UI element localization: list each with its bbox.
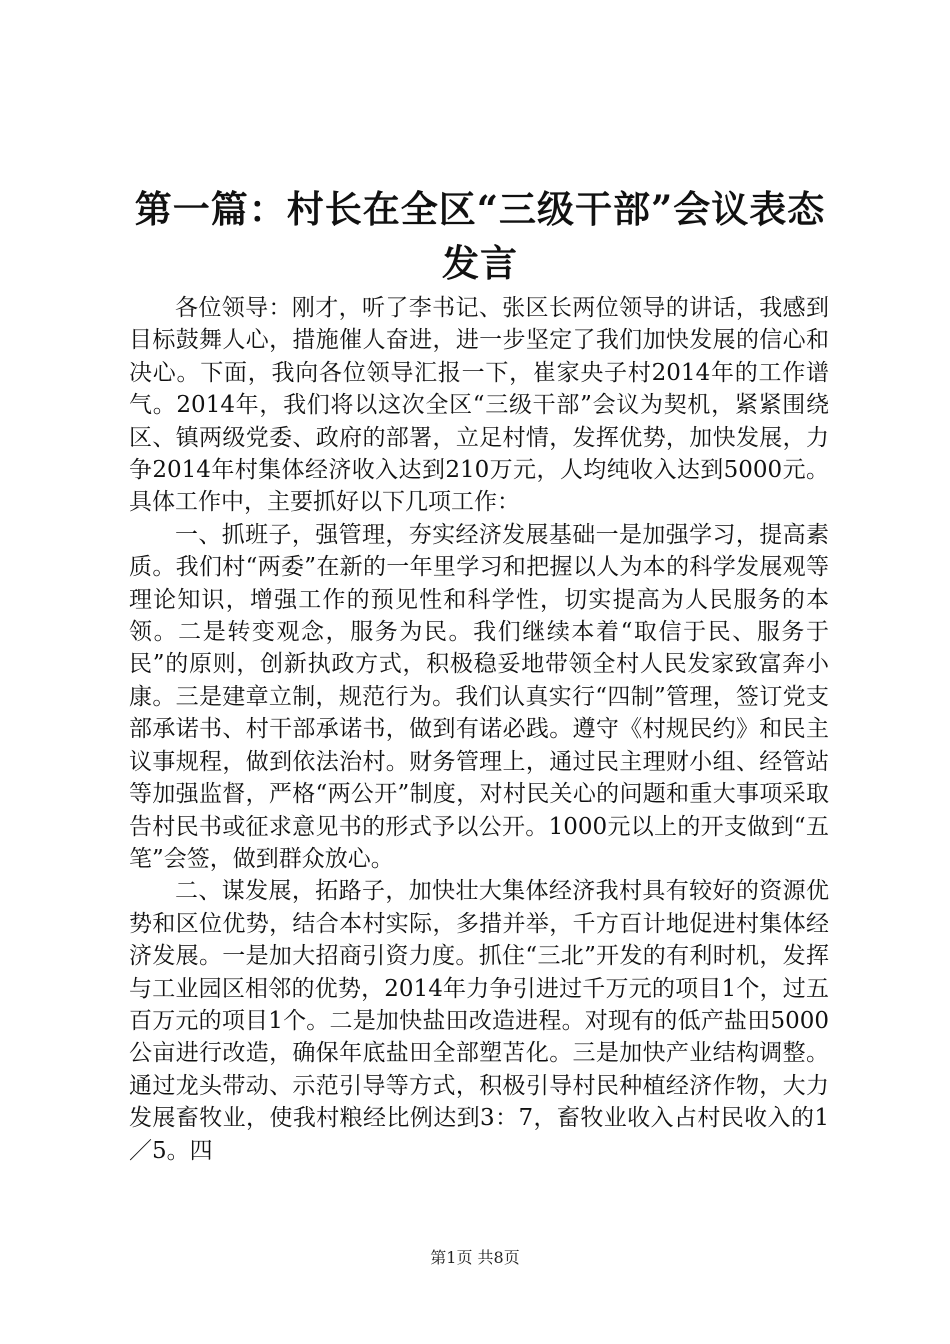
paragraph-section-two: 二、谋发展，拓路子，加快壮大集体经济我村具有较好的资源优势和区位优势，结合本村实际，多措并举，千方百计地促进村集体经济发展。一是加大招商引资力度。抓住“三北”开发的有利时机，发挥与工业园区相邻的优势，2014年力争引进过千万元的项目1个，过五百万元的项目1个。二是加快盐田改造进程。对现有的低产盐田5000公亩进行改造，确保年底盐田全部塑苫化。三是加快产业结构调整。通过龙头带动、示范引导等方式，积极引导村民种植经济作物，大力发展畜牧业，使我村粮经比例达到3：7，畜牧业收入占村民收入的1／5。四 [129, 878, 829, 1164]
page-footer: 第1页 共8页 [430, 1248, 520, 1267]
paragraph-intro: 各位领导：刚才，听了李书记、张区长两位领导的讲话，我感到目标鼓舞人心，措施催人奋进，进一步坚定了我们加快发展的信心和决心。下面，我向各位领导汇报一下，崔家央子村2014年的工作谱气。2014年，我们将以这次全区“三级干部”会议为契机，紧紧围绕区、镇两级党委、政府的部署，立足村情，发挥优势，加快发展，力争2014年村集体经济收入达到210万元，人均纯收入达到5000元。具体工作中，主要抓好以下几项工作： [129, 295, 829, 516]
document-title: 第一篇：村长在全区“三级干部”会议表态发言 [134, 187, 826, 285]
paragraph-section-one: 一、抓班子，强管理，夯实经济发展基础一是加强学习，提高素质。我们村“两委”在新的一年里学习和把握以人为本的科学发展观等理论知识，增强工作的预见性和科学性，切实提高为人民服务的本领。二是转变观念，服务为民。我们继续本着“取信于民、服务于民”的原则，创新执政方式，积极稳妥地带领全村人民发家致富奔小康。三是建章立制，规范行为。我们认真实行“四制”管理，签订党支部承诺书、村干部承诺书，做到有诺必践。遵守《村规民约》和民主议事规程，做到依法治村。财务管理上，通过民主理财小组、经管站等加强监督，严格“两公开”制度，对村民关心的问题和重大事项采取告村民书或征求意见书的形式予以公开。1000元以上的开支做到“五笔”会签，做到群众放心。 [129, 521, 829, 872]
document-body [129, 292, 829, 1167]
